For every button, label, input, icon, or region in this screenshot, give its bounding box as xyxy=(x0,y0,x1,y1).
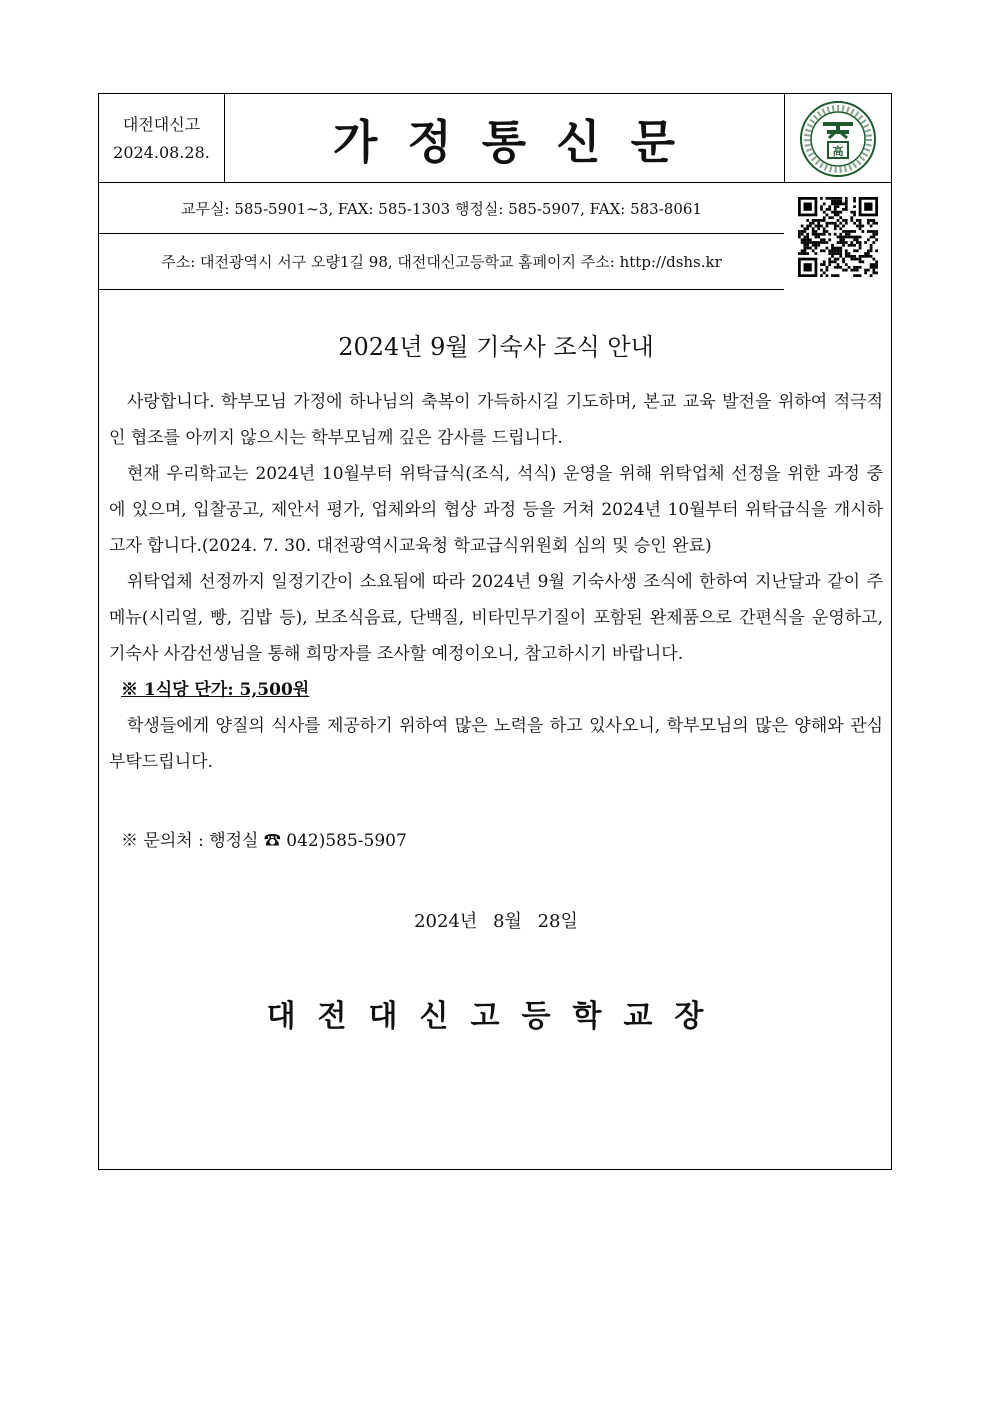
header-row xyxy=(99,94,891,183)
principal-signature: 대전대신고등학교장 xyxy=(266,999,726,1034)
address-row xyxy=(99,234,891,290)
contact-row xyxy=(99,183,891,234)
notice-frame xyxy=(98,93,892,1170)
issue-date: 2024.08.28. xyxy=(113,142,210,162)
paragraph-greeting: 사랑합니다. 학부모님 가정에 하나님의 축복이 가득하시길 기도하며, 본교 교육 발전을 위하여 적극적인 협조를 아끼지 않으시는 학부모님께 깊은 감사를 드립니다. xyxy=(109,392,883,448)
paragraph-plan: 위탁업체 선정까지 일정기간이 소요됨에 따라 2024년 9월 기숙사생 조식에 한하여 지난달과 같이 주메뉴(시리얼, 빵, 김밥 등), 보조식음료, 단백질, 비타민무기질이 포함된 완제품으로 간편식을 운영하고, 기숙사 사감선생님을 통해 희망자를 조사할 예정이오니, 참고하시기 바랍니다. xyxy=(109,572,883,664)
school-short-name: 대전대신고 xyxy=(122,114,201,134)
price-note: ※ 1식당 단가: 5,500원 xyxy=(121,680,310,700)
address-line: 주소: 대전광역시 서구 오량1길 98, 대전대신고등학교 홈페이지 주소: http://dshs.kr xyxy=(161,253,722,271)
notice-date: 2024년 8월 28일 xyxy=(414,911,578,932)
seal-char: 高 xyxy=(832,144,843,158)
qr-code[interactable] xyxy=(784,183,891,290)
contact-line: 교무실: 585-5901~3, FAX: 585-1303 행정실: 585-5907, FAX: 583-8061 xyxy=(181,199,702,218)
paragraph-closing: 학생들에게 양질의 식사를 제공하기 위하여 많은 노력을 하고 있사오니, 학부모님의 많은 양해와 관심 부탁드립니다. xyxy=(109,716,883,772)
notice-body xyxy=(109,290,883,1035)
inquiry-contact: ※ 문의처 : 행정실 ☎ 042)585-5907 xyxy=(121,831,407,851)
qr-code-icon xyxy=(798,197,878,277)
school-seal-icon xyxy=(799,100,877,178)
notice-title: 가정통신문 xyxy=(332,114,706,169)
school-date-cell xyxy=(99,94,224,183)
school-seal xyxy=(784,94,891,183)
document-title: 2024년 9월 기숙사 조식 안내 xyxy=(338,333,654,361)
paragraph-status: 현재 우리학교는 2024년 10월부터 위탁급식(조식, 석식) 운영을 위해 위탁업체 선정을 위한 과정 중에 있으며, 입찰공고, 제안서 평가, 업체와의 협상 과정 등을 거쳐 2024년 10월부터 위탁급식을 개시하고자 합니다.(2024. 7. 30. 대전광역시교육청 학교급식위원회 심의 및 승인 완료) xyxy=(109,464,883,556)
